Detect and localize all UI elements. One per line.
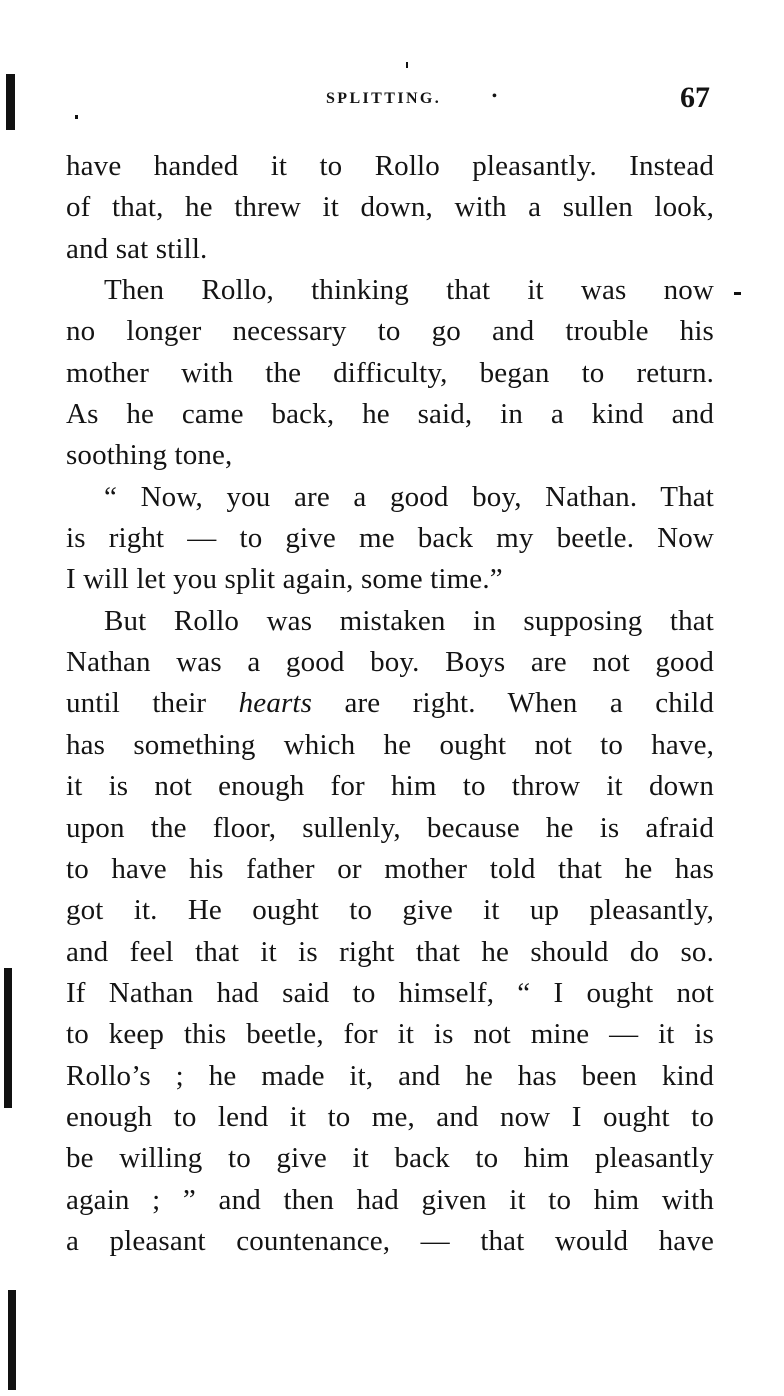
text-line: If Nathan had said to himself, “ I ought not (66, 976, 714, 1009)
text-line: no longer necessary to go and trouble his (66, 315, 714, 348)
text-line: have handed it to Rollo pleasantly. Instead (66, 150, 714, 182)
text-line: to keep this beetle, for it is not mine — it is (66, 1018, 714, 1051)
text-line: “ Now, you are a good boy, Nathan. That (104, 480, 714, 513)
scan-speck (734, 292, 741, 295)
text-line: Then Rollo, thinking that it was now (104, 274, 714, 307)
text-line: of that, he threw it down, with a sullen look, (66, 191, 714, 224)
scan-speck (406, 62, 408, 68)
text-line: I will let you split again, some time.” (66, 563, 503, 596)
text-line: and sat still. (66, 232, 208, 265)
text-line: upon the floor, sullenly, because he is afraid (66, 811, 714, 844)
running-mark: • (492, 89, 497, 104)
page-number: 67 (680, 81, 710, 114)
text-line: As he came back, he said, in a kind and (66, 398, 714, 431)
text-line: a pleasant countenance, — that would have (66, 1224, 714, 1257)
text-line: be willing to give it back to him pleasantly (66, 1142, 714, 1175)
text-segment: are right. When a child (312, 687, 714, 720)
text-line: But Rollo was mistaken in supposing that (104, 604, 714, 637)
text-line: it is not enough for him to throw it down (66, 770, 714, 803)
text-line: again ; ” and then had given it to him with (66, 1183, 714, 1216)
text-line: Nathan was a good boy. Boys are not good (66, 646, 714, 679)
text-segment: until their (66, 687, 239, 720)
text-line: enough to lend it to me, and now I ought to (66, 1100, 714, 1133)
text-line: Rollo’s ; he made it, and he has been kind (66, 1059, 714, 1092)
text-line: and feel that it is right that he should do so. (66, 935, 714, 968)
text-line: is right — to give me back my beetle. Now (66, 522, 714, 555)
body-text (66, 146, 714, 1262)
page-header (0, 80, 784, 120)
scan-edge-mark-middle (4, 968, 12, 1108)
text-line-with-emphasis (66, 683, 714, 724)
emphasized-word: hearts (238, 687, 313, 720)
scan-edge-mark-bottom (8, 1290, 16, 1390)
text-line: has something which he ought not to have, (66, 728, 714, 761)
running-title: SPLITTING. (326, 90, 442, 107)
text-line: soothing tone, (66, 439, 233, 472)
text-line: to have his father or mother told that he has (66, 852, 714, 885)
text-line: got it. He ought to give it up pleasantly, (66, 894, 714, 927)
text-line: mother with the difficulty, began to return. (66, 356, 714, 389)
